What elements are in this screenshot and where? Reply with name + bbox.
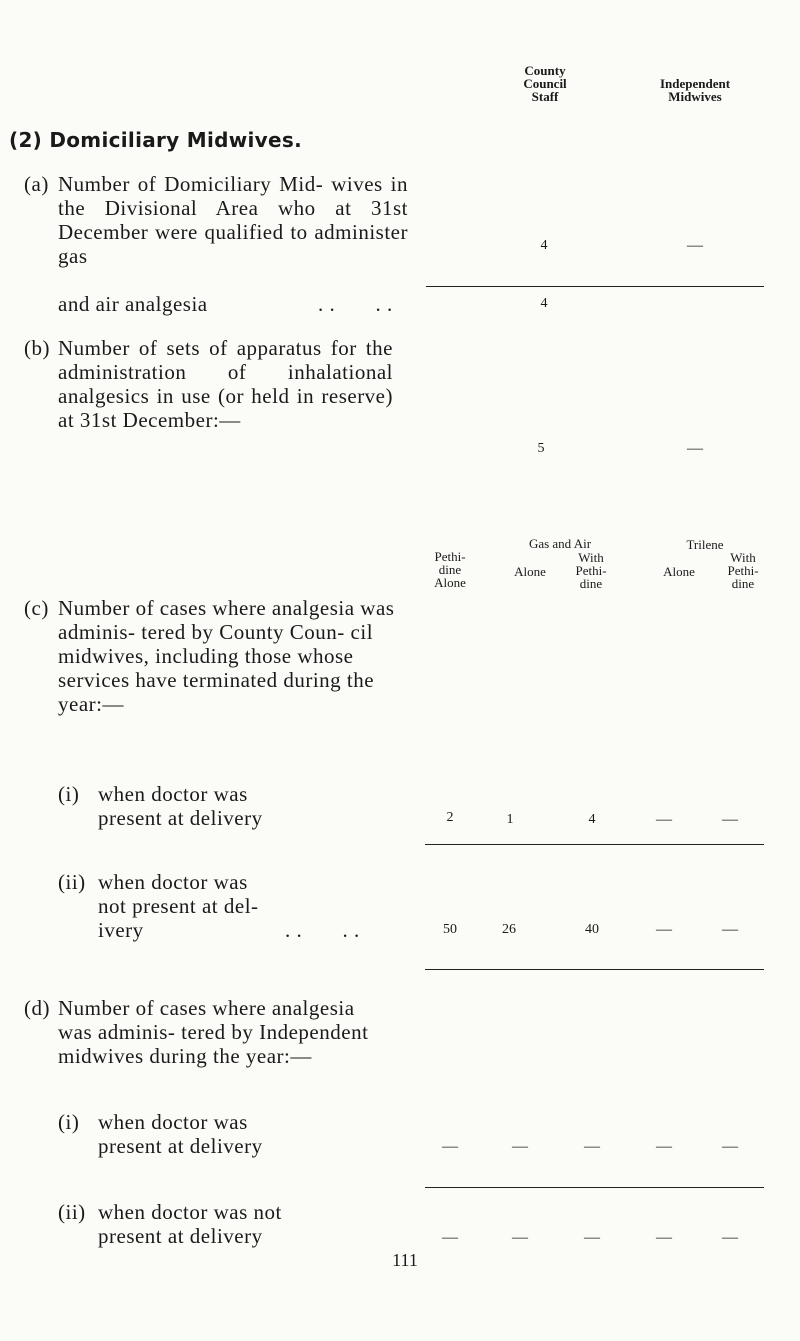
- item-d-text: Number of cases where analgesia was adminis- tered by Independent midwives during the year:—: [58, 996, 369, 1068]
- item-d-i-trilene-with: —: [722, 1138, 738, 1155]
- item-c-ii-trilene-with: —: [722, 921, 738, 938]
- independent-midwives-header: Independent Midwives: [659, 76, 731, 104]
- item-b-label: (b): [24, 336, 50, 360]
- item-a-county-value-2: 4: [540, 296, 548, 311]
- gas-air-group-header: Gas and Air: [528, 536, 592, 551]
- county-council-header: County Council Staff: [523, 63, 567, 104]
- item-c-ii-gas-alone: 26: [502, 922, 516, 937]
- item-c-label: (c): [24, 596, 49, 620]
- item-c-i-label: (i): [58, 782, 80, 806]
- section-title: (2) Domiciliary Midwives.: [9, 128, 302, 152]
- item-d-ii-pethidine: —: [442, 1229, 458, 1246]
- item-d-i-line1: when doctor was: [98, 1110, 248, 1134]
- item-d-i-line2: present at delivery: [98, 1134, 263, 1158]
- item-c-i-line2: present at delivery: [98, 806, 263, 830]
- item-c-i-trilene-alone: —: [656, 811, 672, 828]
- item-d-label: (d): [24, 996, 50, 1020]
- item-d-i-gas-with: —: [584, 1138, 600, 1155]
- item-c-ii-line1: when doctor was: [98, 870, 248, 894]
- item-c-i-gas-with: 4: [588, 812, 596, 827]
- item-d-i-pethidine: —: [442, 1138, 458, 1155]
- item-d-ii-line2: present at delivery: [98, 1224, 263, 1248]
- item-c-ii-rule: [425, 969, 764, 970]
- item-c-ii-line3: ivery: [98, 918, 144, 942]
- item-a-county-value: 4: [540, 238, 548, 253]
- trilene-with-pethidine-header: With Pethi- dine: [727, 550, 759, 591]
- item-a-text-last: and air analgesia: [58, 292, 208, 316]
- trilene-group-header: Trilene: [686, 537, 724, 552]
- item-d-ii-line1: when doctor was not: [98, 1200, 282, 1224]
- item-d-ii-label: (ii): [58, 1200, 86, 1224]
- item-b-independent-value: —: [687, 440, 703, 457]
- item-a-independent-value: —: [687, 237, 703, 254]
- item-d-ii-trilene-alone: —: [656, 1229, 672, 1246]
- item-c-ii-trilene-alone: —: [656, 921, 672, 938]
- item-c-i-pethidine: 2: [446, 810, 454, 825]
- item-c-ii-label: (ii): [58, 870, 86, 894]
- trilene-alone-header: Alone: [663, 564, 695, 579]
- item-b-text: Number of sets of apparatus for the administration of inhalational analgesics in use (or held in reserve) at 31st December:—: [58, 336, 393, 432]
- gas-with-pethidine-header: With Pethi- dine: [575, 550, 607, 591]
- item-a-leaders: . . . .: [318, 292, 393, 316]
- item-b-county-value: 5: [537, 441, 545, 456]
- pethidine-alone-header: Pethi- dine Alone: [434, 549, 466, 590]
- item-c-i-trilene-with: —: [722, 811, 738, 828]
- item-d-ii-trilene-with: —: [722, 1229, 738, 1246]
- item-c-ii-leaders: . . . .: [285, 918, 360, 942]
- item-c-i-line1: when doctor was: [98, 782, 248, 806]
- item-d-i-rule: [425, 1187, 764, 1188]
- item-c-ii-pethidine: 50: [443, 922, 457, 937]
- item-c-i-rule: [425, 844, 764, 845]
- gas-alone-header: Alone: [514, 564, 546, 579]
- item-c-ii-line2: not present at del-: [98, 894, 259, 918]
- item-c-text: Number of cases where analgesia was adminis- tered by County Coun- cil midwives, including those whose services have terminated during the year:—: [58, 596, 395, 716]
- item-d-i-label: (i): [58, 1110, 80, 1134]
- item-a-label: (a): [24, 172, 49, 196]
- item-d-ii-gas-with: —: [584, 1229, 600, 1246]
- item-c-i-gas-alone: 1: [506, 812, 514, 827]
- item-a-rule: [426, 286, 764, 287]
- item-d-ii-gas-alone: —: [512, 1229, 528, 1246]
- item-d-i-trilene-alone: —: [656, 1138, 672, 1155]
- page-number: 111: [392, 1250, 418, 1270]
- item-d-i-gas-alone: —: [512, 1138, 528, 1155]
- item-c-ii-gas-with: 40: [585, 922, 599, 937]
- item-a-text: Number of Domiciliary Mid- wives in the Divisional Area who at 31st December were qualified to administer gas: [58, 172, 408, 268]
